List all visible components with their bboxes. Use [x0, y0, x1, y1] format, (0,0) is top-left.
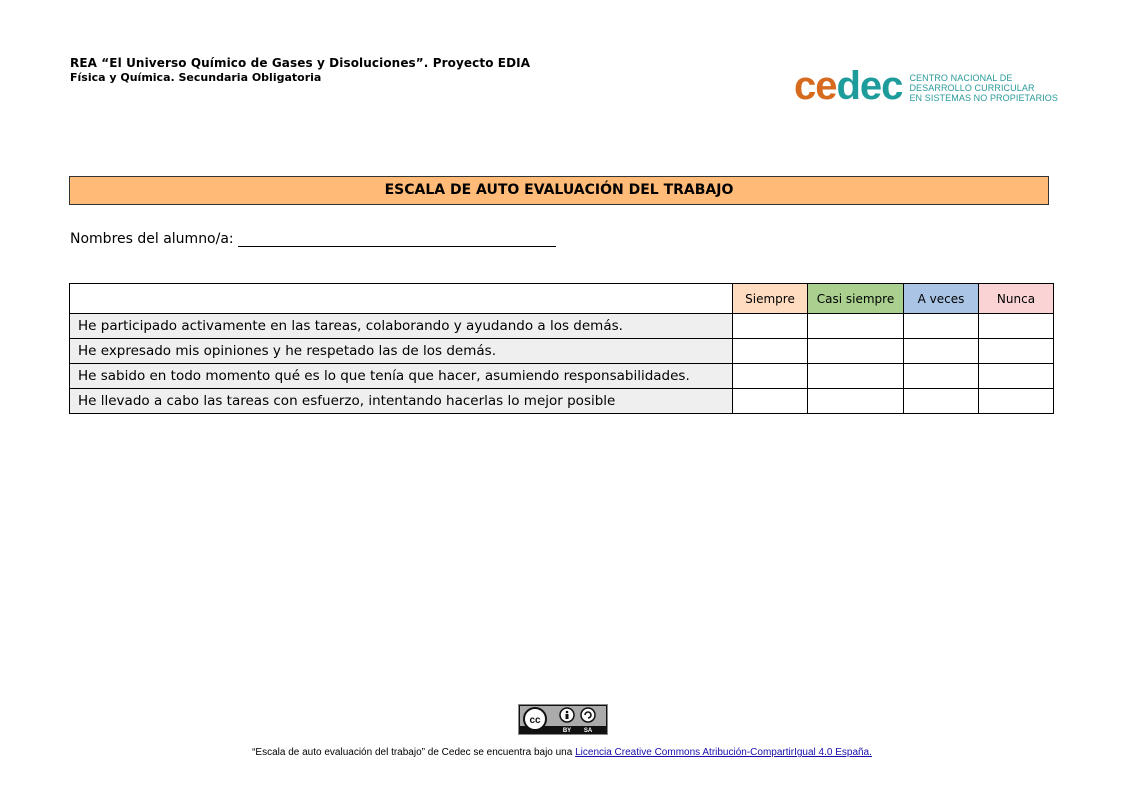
license-footer: [0, 747, 1124, 758]
license-prefix: “Escala de auto evaluación del trabajo” de Cedec se encuentra bajo una: [252, 747, 576, 758]
logo-subtitle-line: EN SISTEMAS NO PROPIETARIOS: [909, 93, 1058, 103]
student-name-field: [70, 231, 556, 247]
answer-cell-nunca[interactable]: [979, 339, 1054, 364]
answer-cell-casi-siempre[interactable]: [808, 339, 904, 364]
column-header-nunca: Nunca: [979, 284, 1054, 314]
license-link[interactable]: Licencia Creative Commons Atribución-CompartirIgual 4.0 España.: [575, 747, 872, 758]
answer-cell-siempre[interactable]: [733, 389, 808, 414]
page-title: ESCALA DE AUTO EVALUACIÓN DEL TRABAJO: [69, 176, 1049, 205]
answer-cell-a-veces[interactable]: [904, 389, 979, 414]
table-row: [70, 314, 1054, 339]
statement-cell: He llevado a cabo las tareas con esfuerzo, intentando hacerlas lo mejor posible: [70, 389, 733, 414]
table-row: [70, 339, 1054, 364]
answer-cell-nunca[interactable]: [979, 389, 1054, 414]
column-header-siempre: Siempre: [733, 284, 808, 314]
answer-cell-casi-siempre[interactable]: [808, 364, 904, 389]
creative-commons-badge: [518, 704, 608, 735]
answer-cell-siempre[interactable]: [733, 339, 808, 364]
answer-cell-siempre[interactable]: [733, 314, 808, 339]
answer-cell-casi-siempre[interactable]: [808, 314, 904, 339]
table-row: [70, 389, 1054, 414]
statement-cell: He participado activamente en las tareas, colaborando y ayudando a los demás.: [70, 314, 733, 339]
answer-cell-a-veces[interactable]: [904, 314, 979, 339]
cc-badge-cc-text: cc: [529, 715, 541, 726]
answer-cell-casi-siempre[interactable]: [808, 389, 904, 414]
cc-by-sa-icon: [519, 705, 607, 734]
answer-cell-siempre[interactable]: [733, 364, 808, 389]
logo-word-part2: dec: [836, 64, 903, 108]
statement-cell: He expresado mis opiniones y he respetado las de los demás.: [70, 339, 733, 364]
column-header-a-veces: A veces: [904, 284, 979, 314]
logo-subtitle-line: DESARROLLO CURRICULAR: [909, 83, 1035, 93]
answer-cell-nunca[interactable]: [979, 314, 1054, 339]
logo-word-part1: ce: [794, 64, 837, 108]
answer-cell-a-veces[interactable]: [904, 364, 979, 389]
cedec-logo-word: [794, 64, 903, 108]
evaluation-table: [69, 283, 1054, 414]
cc-badge-sa-text: SA: [583, 728, 593, 734]
statement-cell: He sabido en todo momento qué es lo que tenía que hacer, asumiendo responsabilidades.: [70, 364, 733, 389]
table-header-row: [70, 284, 1054, 314]
answer-cell-a-veces[interactable]: [904, 339, 979, 364]
header-subject: Física y Química. Secundaria Obligatoria: [70, 71, 322, 84]
column-header-casi-siempre: Casi siempre: [808, 284, 904, 314]
header-project-title: REA “El Universo Químico de Gases y Disoluciones”. Proyecto EDIA: [70, 56, 531, 70]
cedec-logo-subtitle: [909, 73, 1058, 103]
table-row: [70, 364, 1054, 389]
logo-subtitle-line: CENTRO NACIONAL DE: [909, 73, 1013, 83]
student-name-label: Nombres del alumno/a:: [70, 231, 234, 247]
cc-badge-by-text: BY: [562, 728, 572, 734]
student-name-blank[interactable]: [238, 232, 556, 247]
answer-cell-nunca[interactable]: [979, 364, 1054, 389]
header-blank-cell: [70, 284, 733, 314]
cedec-logo: [794, 64, 1058, 108]
